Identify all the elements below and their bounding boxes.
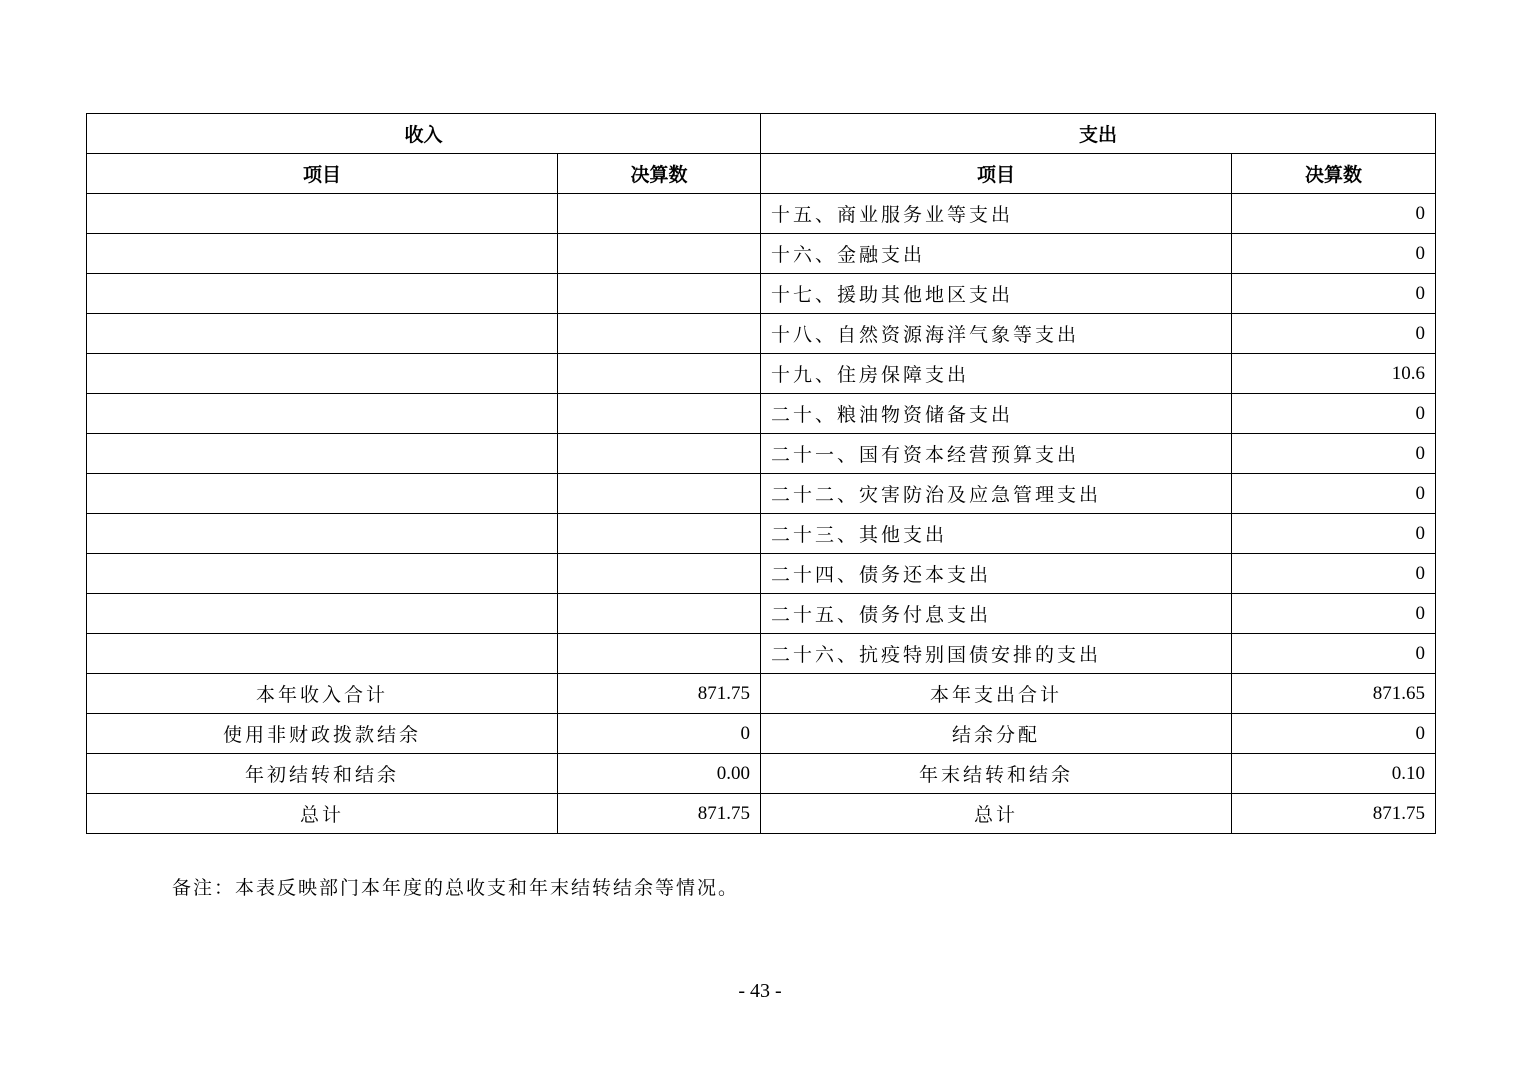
income-summary-amount: 0 [558,714,761,754]
expense-summary-label: 总计 [761,794,1232,834]
expense-amount-cell: 10.6 [1232,354,1436,394]
expense-item-cell: 二十六、抗疫特别国债安排的支出 [761,634,1232,674]
summary-row [87,794,1436,834]
expense-amount-cell: 0 [1232,394,1436,434]
expense-item-cell: 十八、自然资源海洋气象等支出 [761,314,1232,354]
income-item-cell [87,234,558,274]
budget-table [86,113,1436,834]
table-row [87,394,1436,434]
income-summary-label: 使用非财政拨款结余 [87,714,558,754]
expense-amount-cell: 0 [1232,274,1436,314]
income-amount-cell [558,434,761,474]
expense-item-cell: 二十、粮油物资储备支出 [761,394,1232,434]
income-item-cell [87,474,558,514]
income-amount-cell [558,314,761,354]
expense-amount-cell: 0 [1232,554,1436,594]
table-row [87,314,1436,354]
expense-item-cell: 二十一、国有资本经营预算支出 [761,434,1232,474]
table-row [87,554,1436,594]
income-item-cell [87,354,558,394]
expense-amount-cell: 0 [1232,474,1436,514]
expense-section-header: 支出 [761,114,1436,154]
expense-amount-header: 决算数 [1232,154,1436,194]
table-row [87,434,1436,474]
income-item-cell [87,194,558,234]
expense-amount-cell: 0 [1232,194,1436,234]
income-item-cell [87,634,558,674]
summary-row [87,754,1436,794]
income-item-cell [87,594,558,634]
income-amount-cell [558,514,761,554]
income-amount-cell [558,554,761,594]
expense-item-cell: 二十二、灾害防治及应急管理支出 [761,474,1232,514]
summary-row [87,674,1436,714]
table-row [87,474,1436,514]
income-item-cell [87,514,558,554]
expense-summary-amount: 871.65 [1232,674,1436,714]
table-row [87,634,1436,674]
income-amount-cell [558,194,761,234]
expense-item-cell: 二十三、其他支出 [761,514,1232,554]
expense-summary-label: 年末结转和结余 [761,754,1232,794]
table-row [87,274,1436,314]
income-item-cell [87,314,558,354]
expense-summary-amount: 871.75 [1232,794,1436,834]
income-summary-amount: 871.75 [558,674,761,714]
column-header-row [87,154,1436,194]
expense-item-cell: 十九、住房保障支出 [761,354,1232,394]
table-row [87,514,1436,554]
income-amount-cell [558,474,761,514]
table-row [87,594,1436,634]
table-row [87,234,1436,274]
income-item-cell [87,434,558,474]
expense-amount-cell: 0 [1232,514,1436,554]
income-section-header: 收入 [87,114,761,154]
income-amount-cell [558,234,761,274]
expense-item-cell: 十五、商业服务业等支出 [761,194,1232,234]
income-summary-label: 总计 [87,794,558,834]
income-item-cell [87,554,558,594]
expense-summary-amount: 0.10 [1232,754,1436,794]
section-header-row [87,114,1436,154]
expense-amount-cell: 0 [1232,434,1436,474]
page-number: - 43 - [738,980,782,1002]
income-summary-label: 年初结转和结余 [87,754,558,794]
income-amount-header: 决算数 [558,154,761,194]
income-amount-cell [558,394,761,434]
expense-item-cell: 十六、金融支出 [761,234,1232,274]
summary-row [87,714,1436,754]
expense-summary-label: 本年支出合计 [761,674,1232,714]
income-amount-cell [558,594,761,634]
expense-summary-amount: 0 [1232,714,1436,754]
table-note: 备注：本表反映部门本年度的总收支和年末结转结余等情况。 [172,877,740,899]
income-amount-cell [558,634,761,674]
income-summary-label: 本年收入合计 [87,674,558,714]
expense-amount-cell: 0 [1232,594,1436,634]
expense-amount-cell: 0 [1232,234,1436,274]
expense-summary-label: 结余分配 [761,714,1232,754]
income-amount-cell [558,354,761,394]
income-item-cell [87,394,558,434]
table-row [87,354,1436,394]
income-summary-amount: 0.00 [558,754,761,794]
expense-amount-cell: 0 [1232,634,1436,674]
expense-item-header: 项目 [761,154,1232,194]
expense-item-cell: 十七、援助其他地区支出 [761,274,1232,314]
expense-amount-cell: 0 [1232,314,1436,354]
income-item-cell [87,274,558,314]
income-amount-cell [558,274,761,314]
expense-item-cell: 二十四、债务还本支出 [761,554,1232,594]
table-row [87,194,1436,234]
income-summary-amount: 871.75 [558,794,761,834]
expense-item-cell: 二十五、债务付息支出 [761,594,1232,634]
income-item-header: 项目 [87,154,558,194]
